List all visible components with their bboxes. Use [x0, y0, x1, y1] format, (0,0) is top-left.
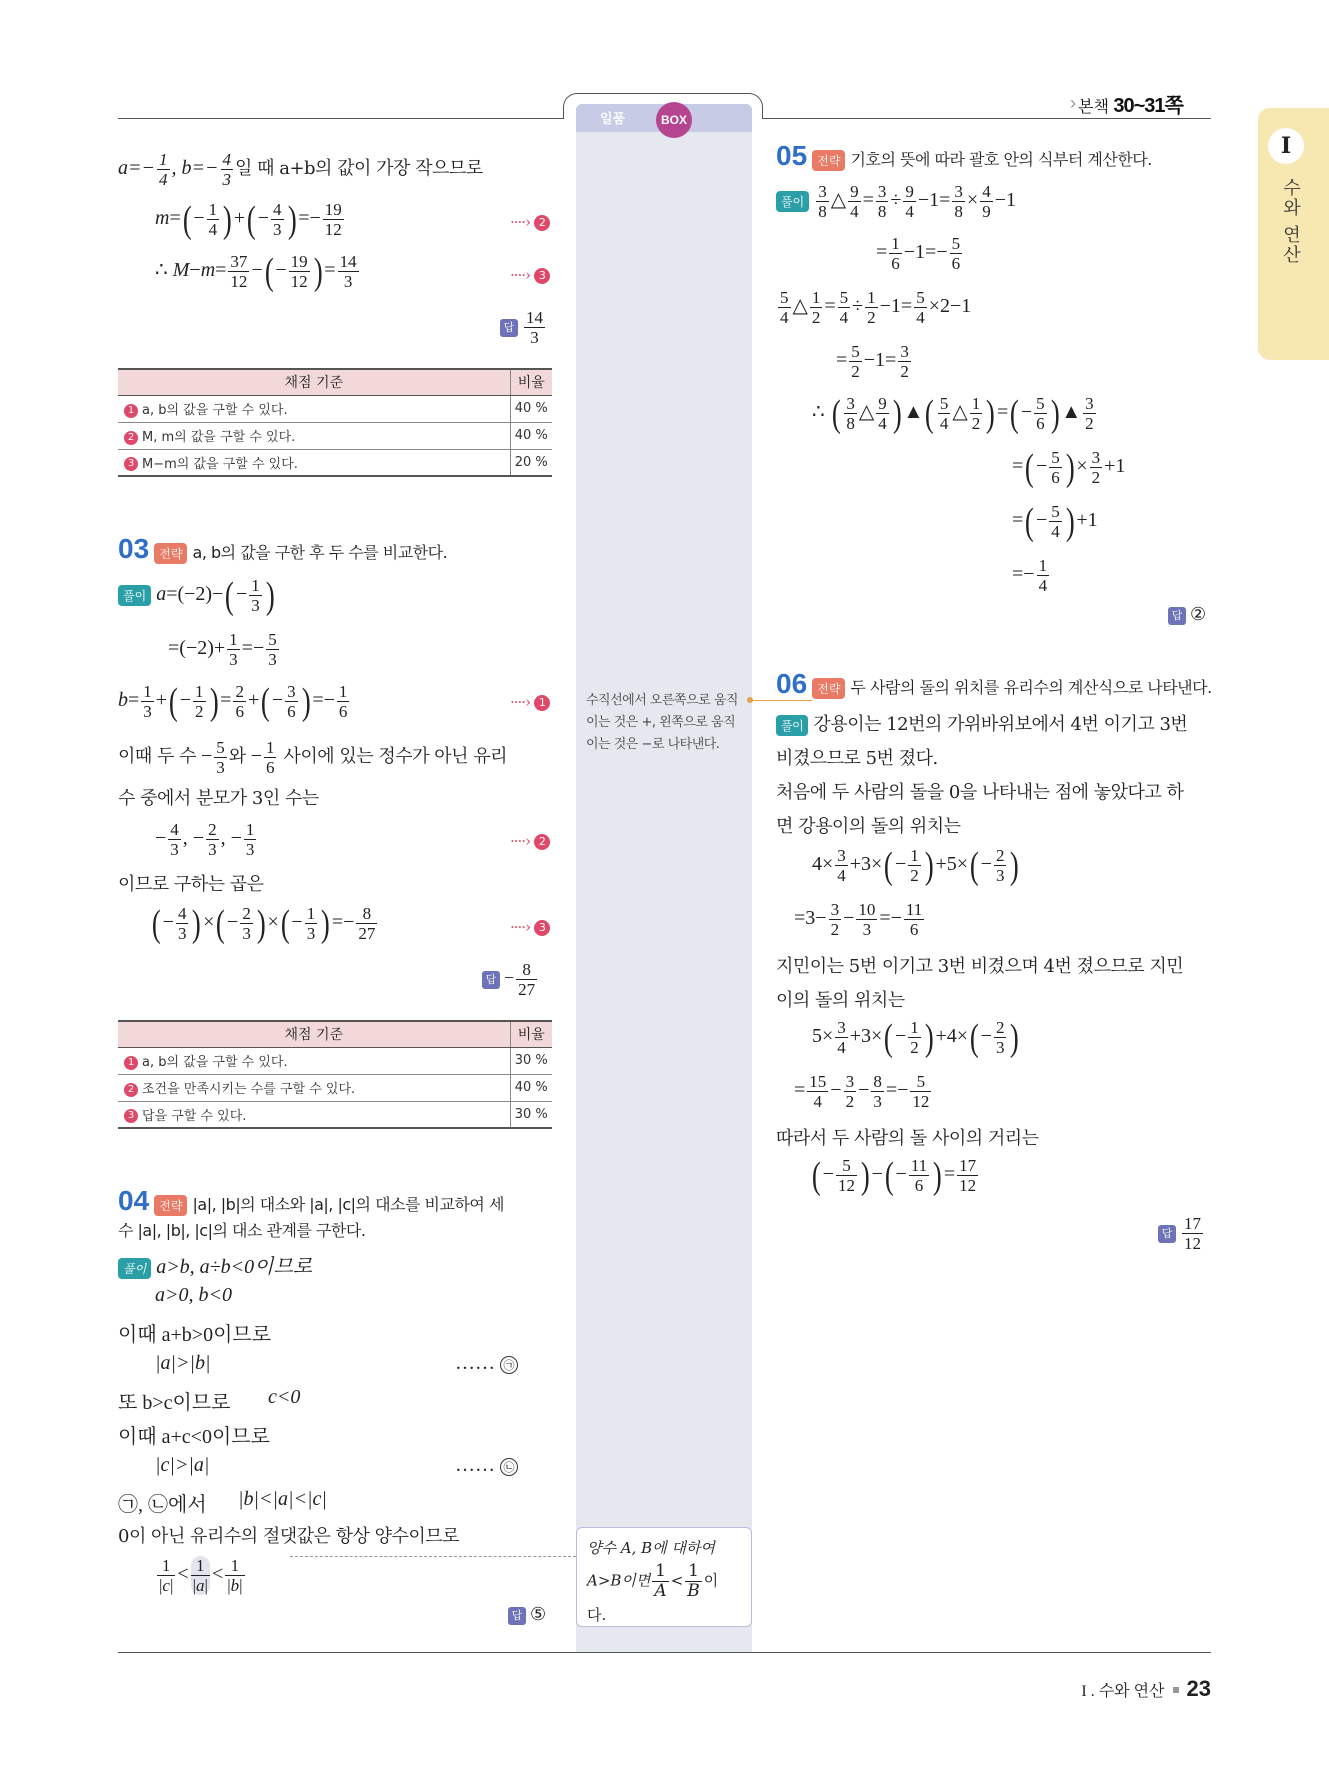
q04-line4: |a|>|b| [155, 1352, 211, 1374]
table2-header-criteria: 채점 기준 [118, 1021, 510, 1047]
q05-line2: = $\frac{1}{6}$ −1=− $\frac{5}{6}$ [876, 234, 961, 273]
q05-heading [776, 140, 1152, 172]
q02-line1: a=− $\frac{1}{4}$ , b=− $\frac{4}{3}$ 일 때 a+b의 값이 가장 작으므로 [118, 150, 483, 189]
book-ref-prefix: 본책 [1078, 99, 1109, 116]
q06-line-d: = $\frac{15}{4}$ − $\frac{3}{2}$ − $\frac{8}{3}$ =− $\frac{5}{12}$ [794, 1072, 930, 1111]
q04-strategy-line2: 수 |a|, |b|, |c|의 대소 관계를 구한다. [118, 1221, 366, 1240]
q02-answer: 답 $\frac{14}{3}$ [500, 308, 547, 347]
solution-tag: 풀이 [776, 191, 809, 212]
q04-line7: 이때 a+c<0이므로 [118, 1426, 270, 1448]
strategy-tag: 전략 [812, 678, 845, 699]
table-row: 1 a, b의 값을 구할 수 있다. 40 % [118, 395, 552, 422]
table-row: 1 a, b의 값을 구할 수 있다. 30 % [118, 1047, 552, 1074]
q04-line10: |b|<|a|<|c| [238, 1488, 327, 1510]
q02-line2: m=(− $\frac{1}{4}$ )+(− $\frac{4}{3}$ )=− $\frac{19}{12}$ [155, 198, 342, 241]
q04-answer: 답 ⑤ [508, 1604, 546, 1625]
note-dot [747, 697, 753, 703]
q04-line11: 0이 아닌 유리수의 절댓값은 항상 양수이므로 [118, 1526, 460, 1547]
table-row: 3 M−m의 값을 구할 수 있다. 20 % [118, 449, 552, 476]
box-note-1: 수직선에서 오른쪽으로 움직이는 것은 +, 왼쪽으로 움직이는 것은 −로 나타낸다. [586, 693, 738, 752]
table2-header-ratio: 비율 [510, 1021, 552, 1047]
q04-mark1: …… ㉠ [455, 1352, 518, 1375]
q04-line12: $\frac{1}{|c|}$ < $\frac{1}{|a|}$ < $\frac{1}{|b|}$ [159, 1556, 243, 1595]
q06-p2: 비겼으므로 5번 졌다. [776, 748, 938, 769]
q02-line3: ∴ M−m= $\frac{37}{12}$ −(− $\frac{19}{12}$ )= $\frac{14}{3}$ [155, 250, 357, 293]
solution-tag: 풀이 [118, 1258, 151, 1279]
q03-line7: 이므로 구하는 곱은 [118, 874, 264, 895]
q04-mark2: …… ㉡ [455, 1454, 518, 1477]
answer-icon: 답 [1158, 1225, 1176, 1243]
q05-line8: =− $\frac{1}{4}$ [1012, 556, 1048, 595]
q04-line1: 풀이 a>b, a÷b<0이므로 [118, 1250, 312, 1279]
q06-number: 06 [776, 668, 808, 699]
q02-line1-text: 일 때 a+b의 값이 가장 작으므로 [235, 158, 483, 180]
answer-icon: 답 [482, 971, 500, 989]
chevron-right-icon: › [1070, 93, 1076, 113]
strategy-tag: 전략 [154, 543, 187, 564]
q05-answer: 답 ② [1168, 604, 1206, 625]
q04-number: 04 [118, 1185, 150, 1216]
q05-line6: =(− $\frac{5}{6}$ )× $\frac{3}{2}$ +1 [1012, 446, 1126, 489]
connector-line [290, 1556, 576, 1557]
q06-p7: 따라서 두 사람의 돌 사이의 거리는 [776, 1128, 1039, 1149]
footer-section: I . 수와 연산 [1081, 1683, 1165, 1700]
q03-line3: b= $\frac{1}{3}$ +(− $\frac{1}{2}$ )= $\frac{2}{6}$ +(− $\frac{3}{6}$ )=− $\frac{1}{6}$ [118, 680, 348, 723]
q05-line7: =(− $\frac{5}{4}$ )+1 [1012, 500, 1098, 543]
q04-line3: 이때 a+b>0이므로 [118, 1324, 272, 1346]
q04-strategy-line1: |a|, |b|의 대소와 |a|, |c|의 대소를 비교하여 세 [192, 1195, 504, 1214]
page-number: 23 [1186, 1676, 1211, 1701]
footer-rule [118, 1652, 1211, 1653]
book-ref-pages: 30~31쪽 [1113, 95, 1183, 117]
answer-icon: 답 [1168, 607, 1186, 625]
q03-line5: 수 중에서 분모가 3인 수는 [118, 788, 319, 809]
answer-icon: 답 [500, 319, 518, 337]
q04-line8: |c|>|a| [155, 1454, 210, 1476]
q05-line5: ∴ ( $\frac{3}{8}$ △ $\frac{9}{4}$ )▲( $\frac{5}{4}$ △ $\frac{1}{2}$ )=(− $\frac{5}{6}$ )▲ $\frac{3}{2}$ [812, 392, 1094, 435]
scoring-table-2 [118, 1020, 552, 1129]
q06-line-c: 5× $\frac{3}{4}$ +3×(− $\frac{1}{2}$ )+4×(− $\frac{2}{3}$ ) [812, 1016, 1020, 1059]
side-box-column [576, 104, 752, 1652]
strategy-tag: 전략 [154, 1195, 187, 1216]
q06-p3: 처음에 두 사람의 돌을 0을 나타내는 점에 놓았다고 하 [776, 782, 1184, 803]
q05-strategy: 기호의 뜻에 따라 괄호 안의 식부터 계산한다. [850, 150, 1152, 169]
table-row: 2 조건을 만족시키는 수를 구할 수 있다. 40 % [118, 1074, 552, 1101]
note-connector [750, 700, 812, 701]
table1-header-criteria: 채점 기준 [118, 369, 510, 395]
q05-line3: $\frac{5}{4}$ △ $\frac{1}{2}$ = $\frac{5}{4}$ ÷ $\frac{1}{2}$ −1= $\frac{5}{4}$ ×2−1 [780, 288, 972, 327]
q04-line6: c<0 [268, 1386, 301, 1408]
q04-line5: 또 b>c이므로 [118, 1392, 231, 1414]
table-row: 3 답을 구할 수 있다. 30 % [118, 1101, 552, 1128]
q06-line-a: 4× $\frac{3}{4}$ +3×(− $\frac{1}{2}$ )+5×(− $\frac{2}{3}$ ) [812, 844, 1020, 887]
q06-heading [776, 668, 1212, 700]
q03-line2: =(−2)+ $\frac{1}{3}$ =− $\frac{5}{3}$ [168, 630, 277, 669]
q06-p4: 면 강용이의 돌의 위치는 [776, 816, 961, 837]
q04-line9: ㉠, ㉡에서 [118, 1494, 207, 1516]
q02-marker-2: ····› 2 [510, 213, 550, 231]
q06-p1: 풀이 강용이는 12번의 가위바위보에서 4번 이기고 3번 [776, 710, 1187, 736]
box-badge: BOX [656, 102, 692, 138]
q06-line-e: (− $\frac{5}{12}$ )−(− $\frac{11}{6}$ )= $\frac{17}{12}$ [811, 1154, 977, 1197]
q05-number: 05 [776, 140, 808, 171]
box-title: 일품 [600, 111, 626, 126]
q03-marker-2: ····› 2 [510, 832, 550, 850]
footer [1081, 1676, 1211, 1702]
answer-icon: 답 [508, 1607, 526, 1625]
q03-strategy: a, b의 값을 구한 후 두 수를 비교한다. [192, 543, 448, 562]
solution-tag: 풀이 [118, 585, 151, 606]
q03-line6: − $\frac{4}{3}$ , − $\frac{2}{3}$ , − $\frac{1}{3}$ [155, 820, 255, 859]
q02-marker-3: ····› 3 [510, 266, 550, 284]
book-reference [1078, 89, 1183, 118]
solution-tag: 풀이 [776, 715, 808, 736]
q03-line1: 풀이 a=(−2)−(− $\frac{1}{3}$ ) [118, 576, 276, 615]
table-row: 2 M, m의 값을 구할 수 있다. 40 % [118, 422, 552, 449]
q06-p5: 지민이는 5번 이기고 3번 비겼으며 4번 졌으므로 지민 [776, 956, 1184, 977]
q05-line1: 풀이 $\frac{3}{8}$ △ $\frac{9}{4}$ = $\frac{3}{8}$ ÷ $\frac{9}{4}$ −1= $\frac{3}{8}$ × $\frac{4}{9}$ −1 [776, 182, 1016, 221]
q06-p6: 이의 돌의 위치는 [776, 990, 905, 1011]
table1-header-ratio: 비율 [510, 369, 552, 395]
chapter-number: I [1268, 128, 1304, 164]
q03-number: 03 [118, 533, 150, 564]
q03-line8: (− $\frac{4}{3}$ )×(− $\frac{2}{3}$ )×(− $\frac{1}{3}$ )=− $\frac{8}{27}$ [151, 902, 376, 945]
q06-answer: 답 $\frac{17}{12}$ [1158, 1214, 1205, 1253]
strategy-tag: 전략 [812, 150, 845, 171]
q06-line-b: =3− $\frac{3}{2}$ − $\frac{10}{3}$ =− $\frac{11}{6}$ [794, 900, 923, 939]
chapter-label: 수와 연산 [1281, 178, 1301, 266]
q03-marker-3: ····› 3 [510, 918, 550, 936]
q04-line2: a>0, b<0 [155, 1284, 232, 1306]
q03-answer: 답 − $\frac{8}{27}$ [482, 960, 539, 999]
q03-line4: 이때 두 수 − $\frac{5}{3}$ 와 − $\frac{1}{6}$ 사이에 있는 정수가 아닌 유리 [118, 738, 507, 777]
scoring-table-1 [118, 368, 552, 477]
q06-strategy: 두 사람의 돌의 위치를 유리수의 계산식으로 나타낸다. [850, 678, 1212, 697]
q05-line4: = $\frac{5}{2}$ −1= $\frac{3}{2}$ [836, 342, 909, 381]
box-note-2: 양수 A, B에 대하여 A>B이면 $\frac{1}{A}$ < $\frac{1}{B}$ 이 다. [576, 1527, 752, 1627]
q03-heading [118, 533, 447, 565]
q04-heading [118, 1185, 558, 1217]
q03-marker-1: ····› 1 [510, 693, 550, 711]
